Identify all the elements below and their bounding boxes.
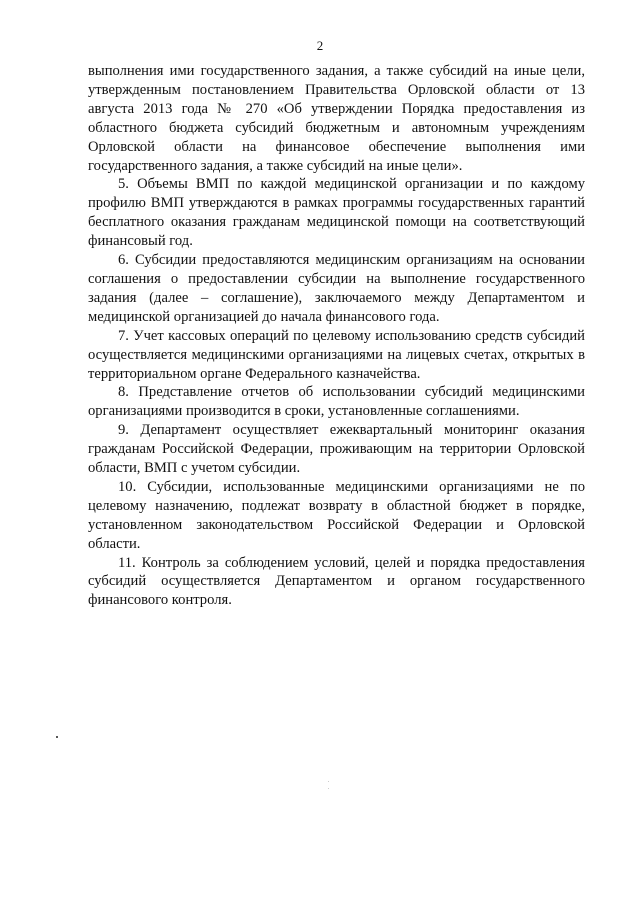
paragraph-9: 9. Департамент осуществляет ежеквартальный мониторинг оказания гражданам Российской Федерации, проживающим на территории Орловской области, ВМП с учетом субсидии. (88, 422, 585, 477)
paragraph-5: 5. Объемы ВМП по каждой медицинской организации и по каждому профилю ВМП утверждаются в рамках программы государственных гарантий бесплатного оказания гражданам медицинской помощи на соответствующий финансовый год. (88, 176, 585, 250)
paragraph-continuation: выполнения ими государственного задания, а также субсидий на иные цели, утвержденным постановлением Правительства Орловской области от 13 августа 2013 года № 270 «Об утверждении Порядка предоставления из областного бюджета субсидий бюджетным и автономным учреждениям Орловской области на финансовое обеспечение выполнения ими государственного задания, а также субсидий на иные цели». (88, 63, 585, 174)
page-number: 2 (316, 38, 324, 53)
document-body (88, 62, 585, 610)
scan-speck (56, 736, 58, 738)
paragraph-10: 10. Субсидии, использованные медицинскими организациями не по целевому назначению, подлежат возврату в областной бюджет в порядке, установленном законодательством Российской Федерации и Орловской области. (88, 478, 585, 552)
paragraph-11: 11. Контроль за соблюдением условий, целей и порядка предоставления субсидий осуществляется Департаментом и органом государственного финансового контроля. (88, 554, 585, 609)
paragraph-7: 7. Учет кассовых операций по целевому использованию средств субсидий осуществляется медицинскими организациями на лицевых счетах, открытых в территориальном органе Федерального казначейства. (88, 327, 585, 382)
paragraph-6: 6. Субсидии предоставляются медицинским организациям на основании соглашения о предоставлении субсидии на выполнение государственного задания (далее – соглашение), заключаемого между Департаментом и медицинской организацией до начала финансового года. (88, 252, 585, 325)
paragraph-8: 8. Представление отчетов об использовании субсидий медицинскими организациями производится в сроки, установленные соглашениями. (88, 384, 585, 420)
scan-speck-faint (328, 781, 329, 782)
scan-speck-faint (328, 788, 329, 789)
